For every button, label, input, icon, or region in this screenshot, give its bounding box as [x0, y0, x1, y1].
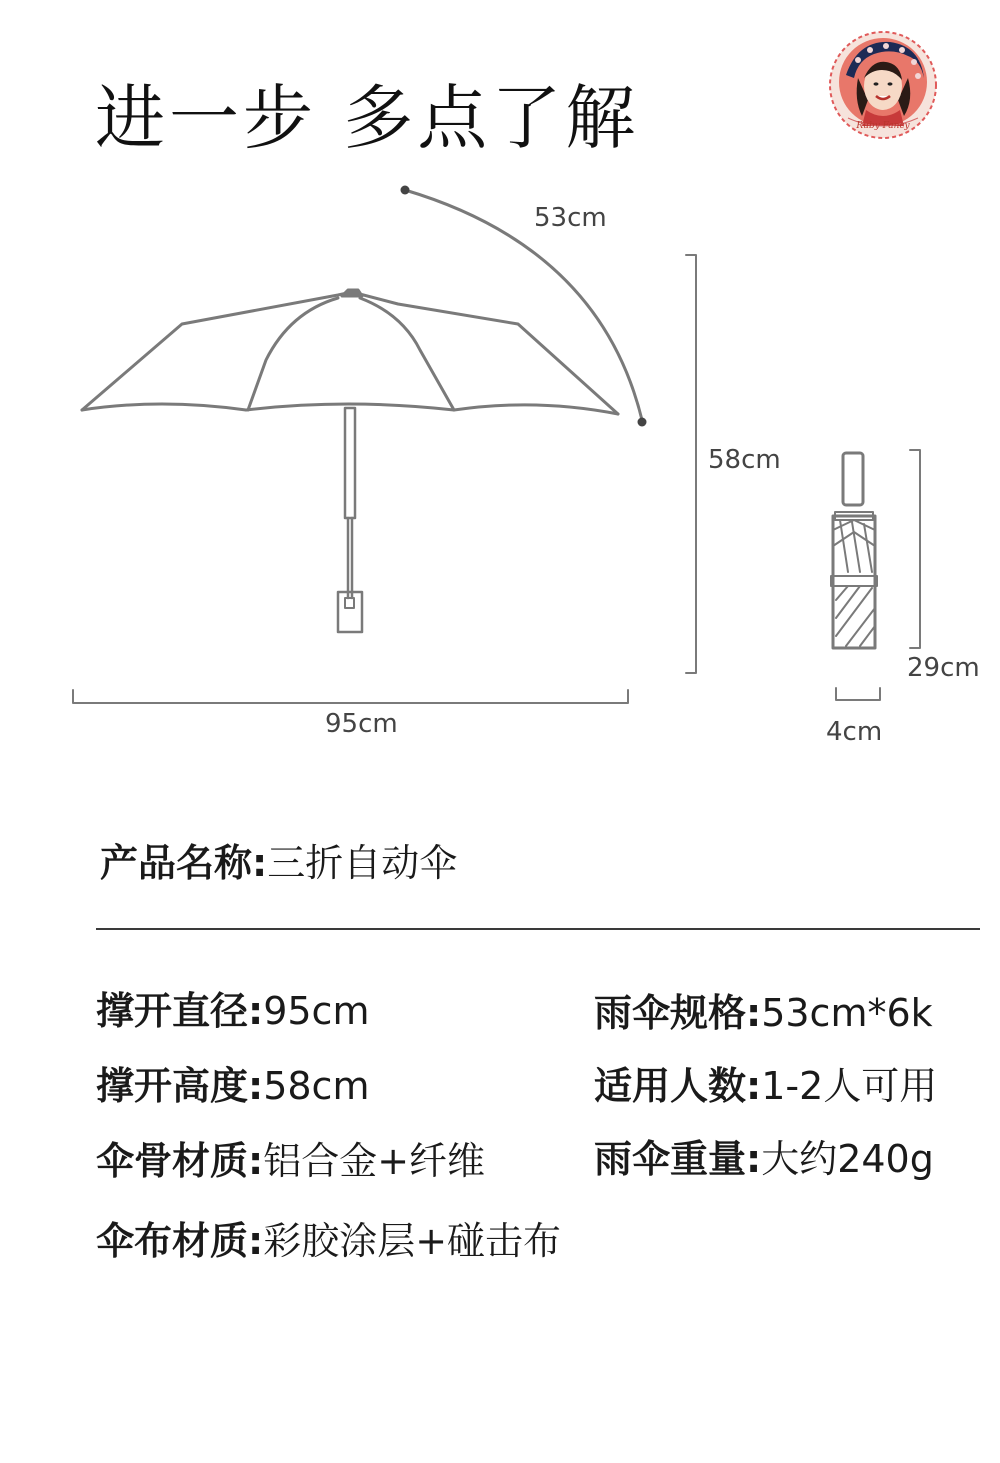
folded-width-bracket — [836, 688, 880, 700]
diameter-bracket — [73, 690, 628, 703]
spec-value: 58cm — [263, 1064, 370, 1108]
logo-text: Ruby Fancy — [856, 121, 910, 131]
spec-open-diameter — [96, 980, 369, 1035]
spec-value: 95cm — [263, 989, 370, 1033]
rib-end-dot — [638, 418, 647, 427]
spec-key: 雨伞规格: — [594, 991, 762, 1035]
umbrella-dimension-diagram — [0, 150, 1000, 770]
spec-key: 适用人数: — [594, 1064, 762, 1108]
spec-value: 彩胶涂层+碰击布 — [263, 1219, 562, 1263]
diameter-label: 95cm — [325, 709, 398, 739]
section-divider — [96, 928, 980, 930]
spec-key: 撑开高度: — [96, 1064, 264, 1108]
product-name-value: 三折自动伞 — [267, 841, 458, 885]
open-umbrella-icon — [82, 290, 618, 632]
folded-width-label: 4cm — [826, 717, 883, 747]
spec-value: 53cm*6k — [761, 991, 933, 1035]
spec-umbrella-size — [594, 982, 933, 1037]
brand-portrait-icon — [828, 30, 938, 140]
spec-capacity — [594, 1055, 937, 1110]
spec-key: 伞布材质: — [96, 1219, 264, 1263]
rib-length-label: 53cm — [534, 203, 607, 233]
spec-value: 1-2人可用 — [761, 1064, 938, 1108]
folded-length-bracket — [910, 450, 920, 648]
spec-key: 撑开直径: — [96, 989, 264, 1033]
folded-length-label: 29cm — [907, 653, 980, 683]
spec-value: 大约240g — [761, 1137, 934, 1181]
height-label: 58cm — [708, 445, 781, 475]
page-title: 进一步 多点了解 — [95, 76, 640, 159]
spec-key: 雨伞重量: — [594, 1137, 762, 1181]
spec-value: 铝合金+纤维 — [263, 1139, 486, 1183]
folded-umbrella-icon — [831, 453, 877, 648]
spec-weight — [594, 1128, 934, 1183]
spec-key: 伞骨材质: — [96, 1139, 264, 1183]
spec-canopy-material — [96, 1210, 561, 1265]
rib-start-dot — [401, 186, 410, 195]
product-name-key: 产品名称: — [100, 841, 268, 885]
product-name — [100, 832, 457, 887]
height-bracket — [686, 255, 696, 673]
spec-rib-material — [96, 1130, 485, 1185]
spec-open-height — [96, 1055, 369, 1110]
